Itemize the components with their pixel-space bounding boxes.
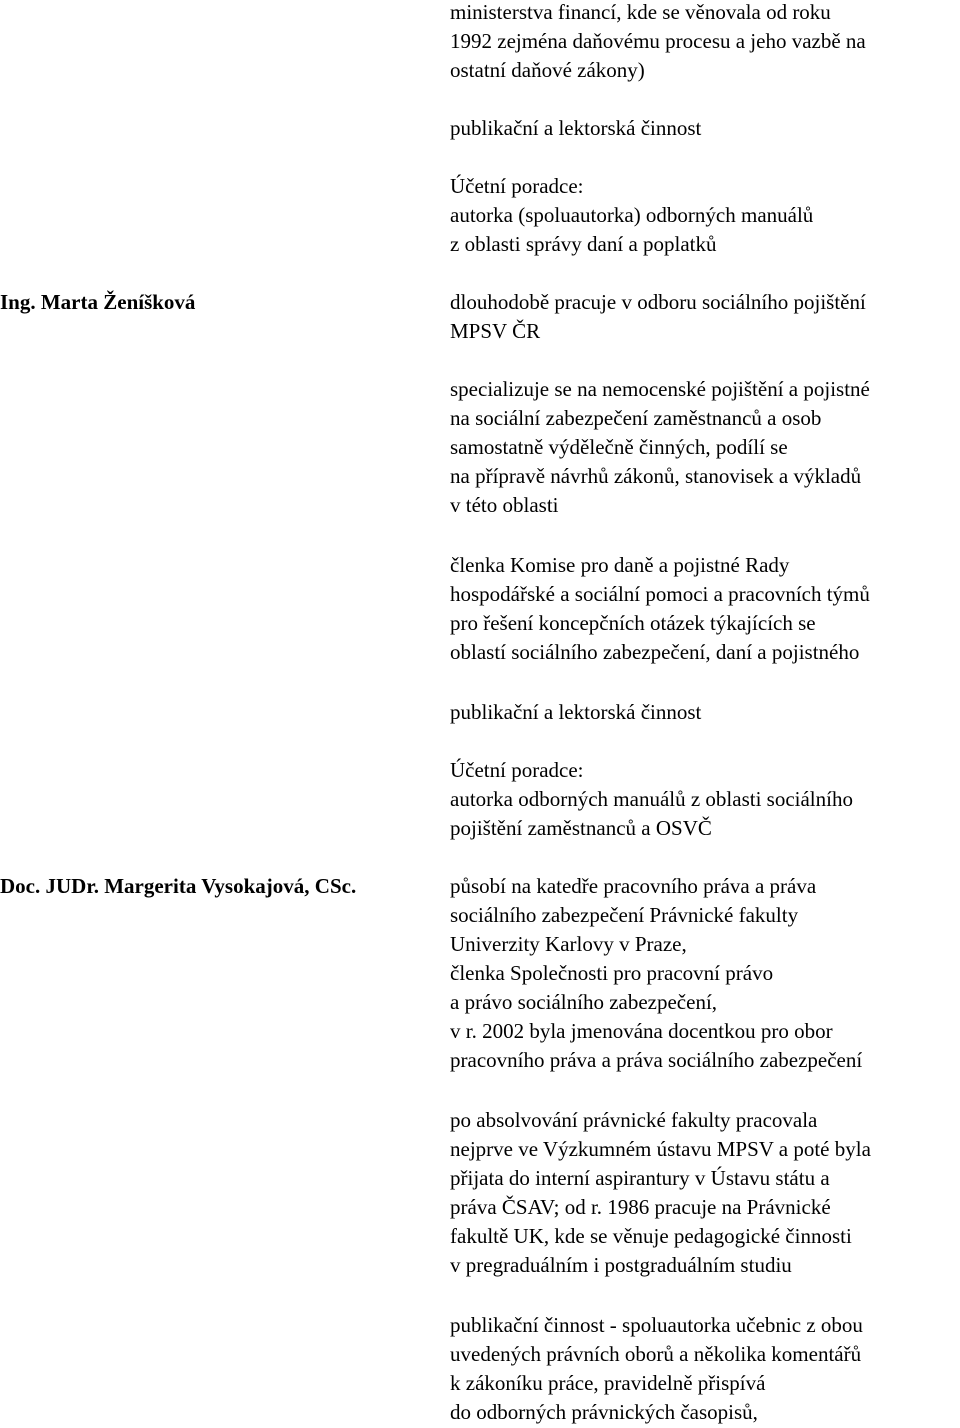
text-line: do odborných právnických časopisů, (450, 1400, 758, 1424)
text-line: specializuje se na nemocenské pojištění a pojistné (450, 377, 870, 401)
person-name: Ing. Marta Ženíšková (0, 290, 196, 314)
text-line: pojištění zaměstnanců a OSVČ (450, 816, 712, 840)
text-line: v r. 2002 byla jmenována docentkou pro obor (450, 1019, 833, 1043)
text-line: Univerzity Karlovy v Praze, (450, 932, 687, 956)
person-name: Doc. JUDr. Margerita Vysokajová, CSc. (0, 874, 357, 898)
text-line: a právo sociálního zabezpečení, (450, 990, 718, 1014)
text-line: pro řešení koncepčních otázek týkajících se (450, 611, 816, 635)
text-line: působí na katedře pracovního práva a práva (450, 874, 817, 898)
text-line: fakultě UK, kde se věnuje pedagogické činnosti (450, 1224, 852, 1248)
text-line: uvedených právních oborů a několika komentářů (450, 1342, 862, 1366)
text-line: dlouhodobě pracuje v odboru sociálního pojištění (450, 290, 866, 314)
text-line: práva ČSAV; od r. 1986 pracuje na Právnické (450, 1195, 831, 1219)
text-line: pracovního práva a práva sociálního zabezpečení (450, 1048, 863, 1072)
text-line: v pregraduálním i postgraduálním studiu (450, 1253, 792, 1277)
text-line: k zákoníku práce, pravidelně přispívá (450, 1371, 766, 1395)
text-line: ministerstva financí, kde se věnovala od roku (450, 0, 831, 24)
text-line: MPSV ČR (450, 319, 541, 343)
text-line: publikační a lektorská činnost (450, 116, 702, 140)
text-line: sociálního zabezpečení Právnické fakulty (450, 903, 799, 927)
text-line: členka Komise pro daně a pojistné Rady (450, 553, 790, 577)
text-line: na přípravě návrhů zákonů, stanovisek a výkladů (450, 464, 862, 488)
text-line: Účetní poradce: (450, 174, 584, 198)
text-line: ostatní daňové zákony) (450, 58, 645, 82)
text-line: v této oblasti (450, 493, 559, 517)
text-line: autorka (spoluautorka) odborných manuálů (450, 203, 814, 227)
text-line: hospodářské a sociální pomoci a pracovních týmů (450, 582, 870, 606)
text-line: na sociální zabezpečení zaměstnanců a osob (450, 406, 822, 430)
text-line: 1992 zejména daňovému procesu a jeho vazbě na (450, 29, 866, 53)
text-line: přijata do interní aspirantury v Ústavu státu a (450, 1166, 830, 1190)
text-line: samostatně výdělečně činných, podílí se (450, 435, 788, 459)
text-line: publikační činnost - spoluautorka učebnic z obou (450, 1313, 863, 1337)
text-line: publikační a lektorská činnost (450, 700, 702, 724)
text-line: Účetní poradce: (450, 758, 584, 782)
text-line: po absolvování právnické fakulty pracovala (450, 1108, 818, 1132)
text-line: nejprve ve Výzkumném ústavu MPSV a poté byla (450, 1137, 871, 1161)
text-line: členka Společnosti pro pracovní právo (450, 961, 774, 985)
text-line: autorka odborných manuálů z oblasti sociálního (450, 787, 853, 811)
text-line: oblastí sociálního zabezpečení, daní a pojistného (450, 640, 860, 664)
text-line: z oblasti správy daní a poplatků (450, 232, 717, 256)
